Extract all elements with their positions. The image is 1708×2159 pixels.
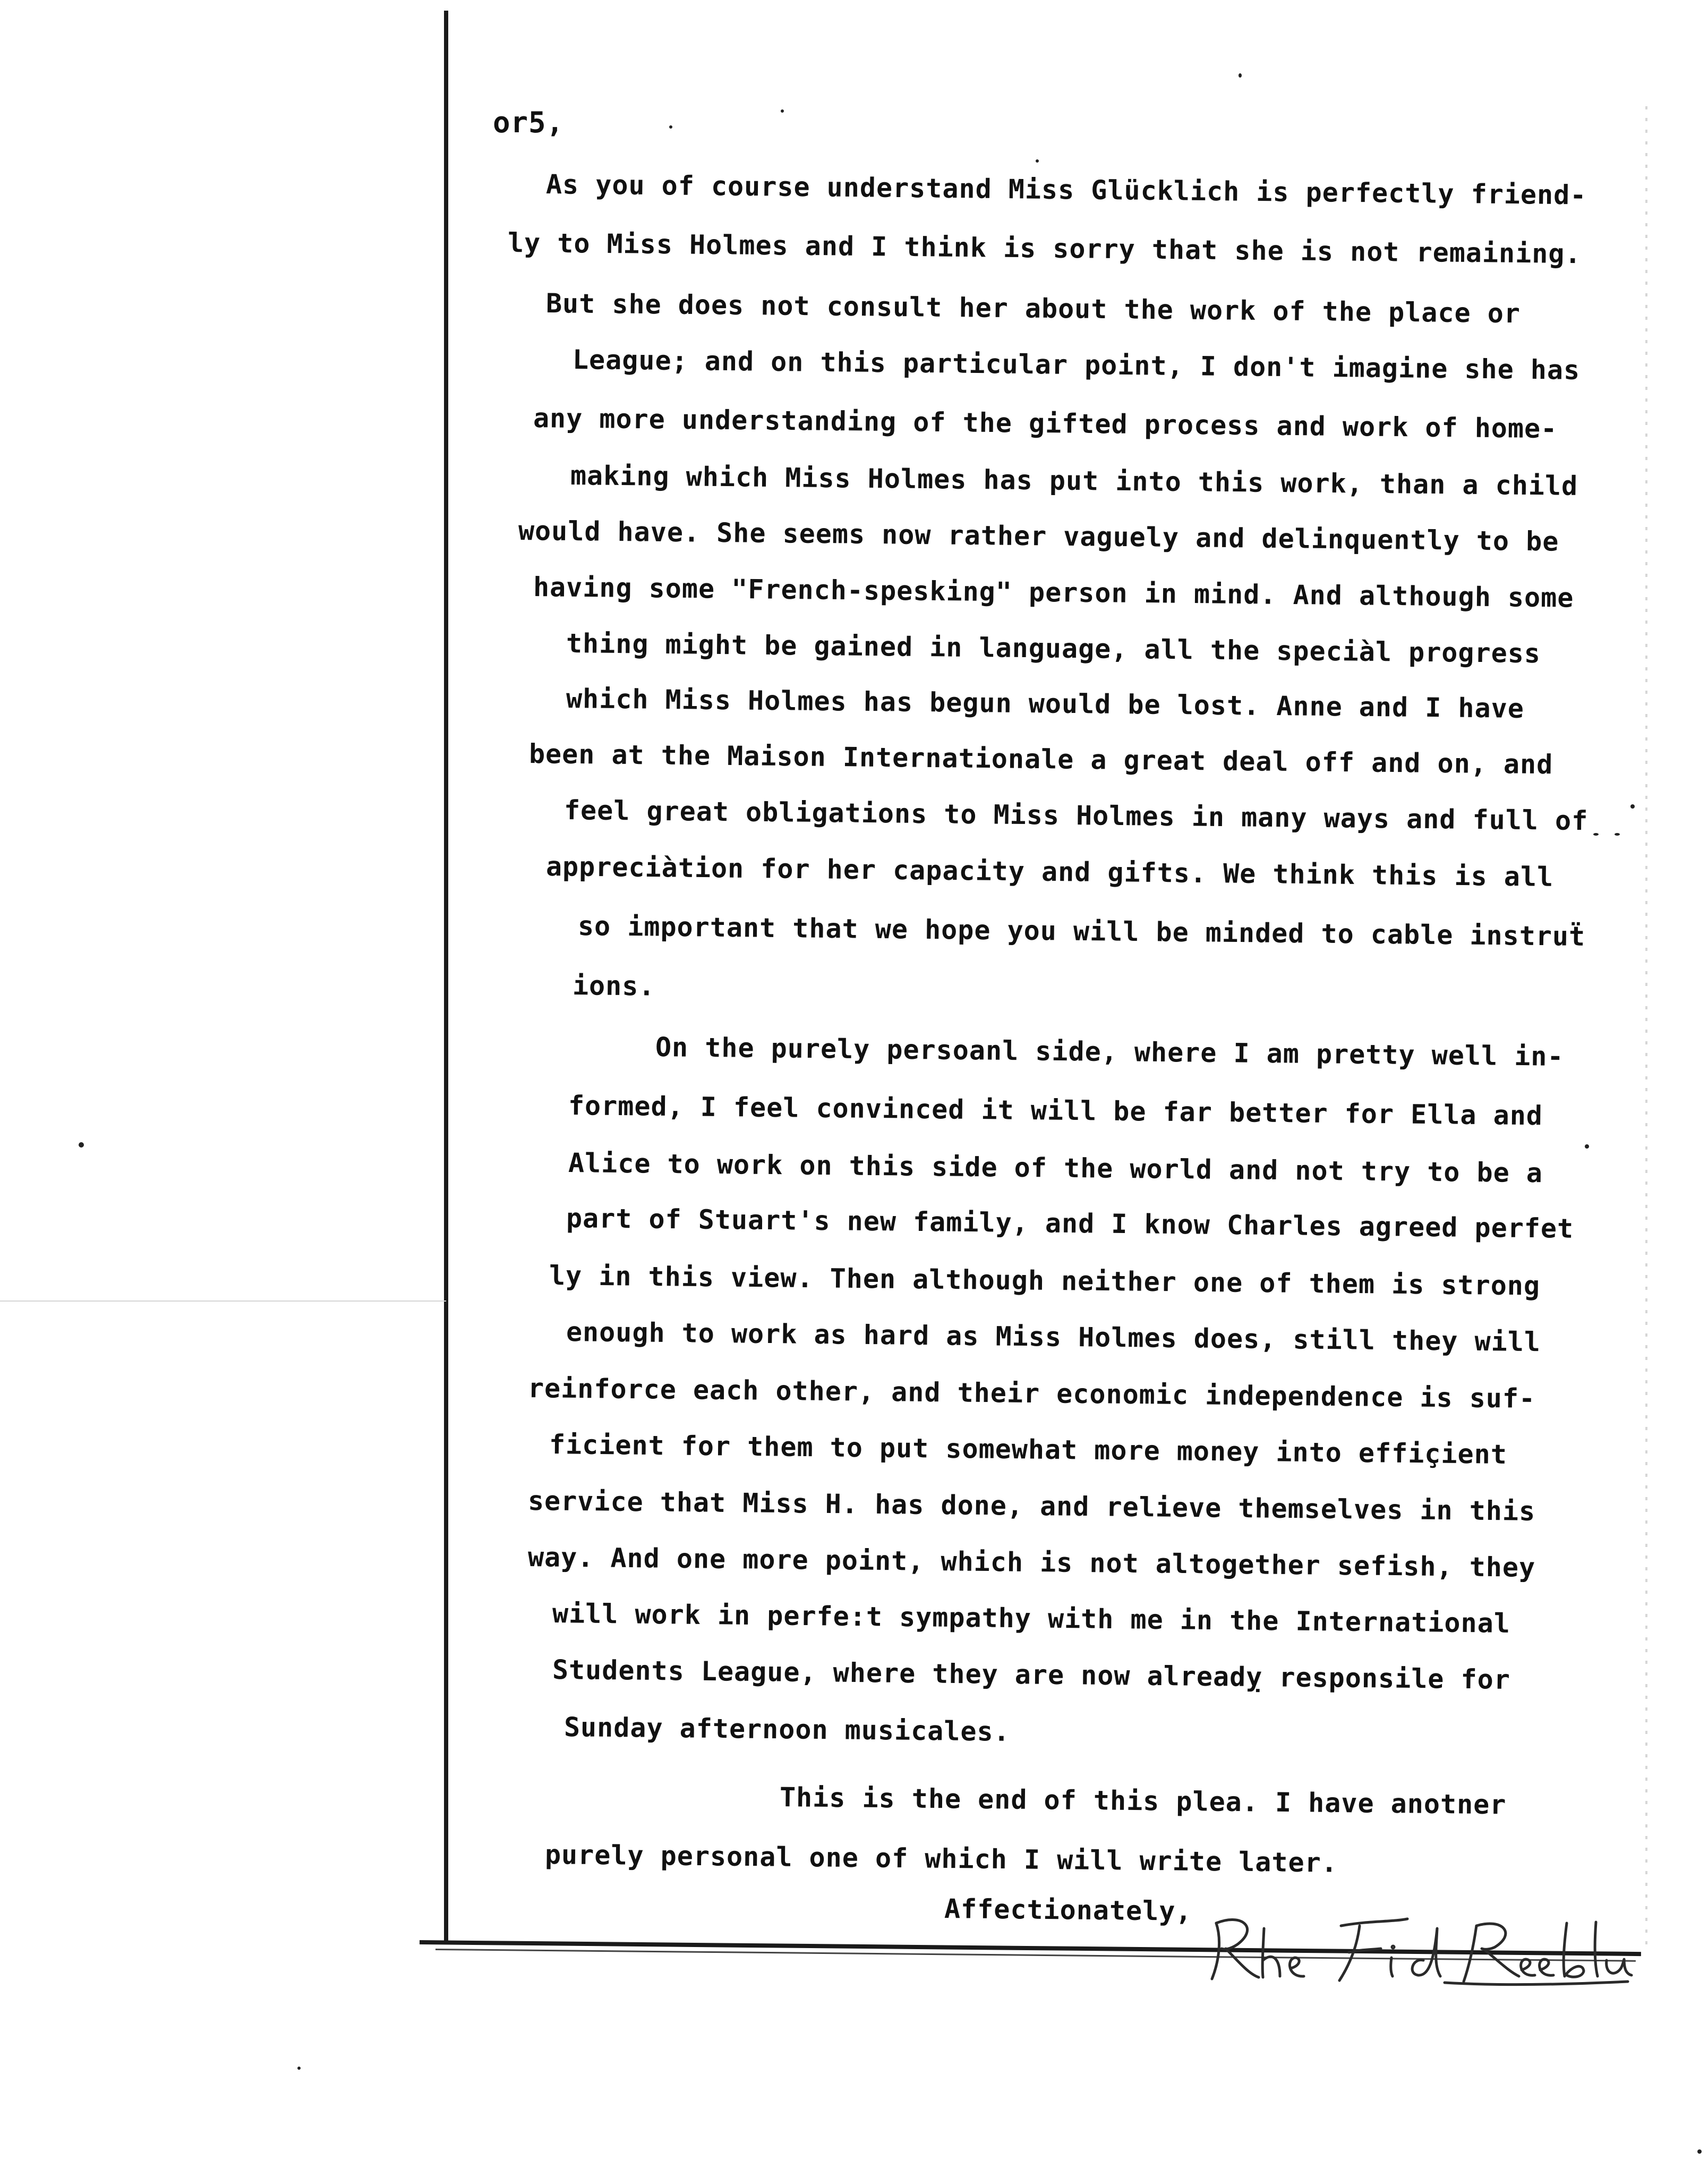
body-line: Students League, where they are now alreadỵ responsile for	[552, 1654, 1511, 1695]
body-line: League; and on this particular point, I don't imagine she has	[572, 344, 1581, 386]
body-line: having some "French-spesking" person in mind. And although some	[533, 572, 1574, 614]
body-line: ions.	[572, 970, 655, 1002]
scan-speck	[1585, 1144, 1589, 1149]
body-line: Alice to work on this side of the world and not try to be a	[568, 1148, 1543, 1189]
scan-speck	[781, 109, 784, 113]
closing: Affectionately,	[944, 1893, 1192, 1927]
page-marker: or5,	[493, 106, 565, 139]
scan-speck	[1697, 2149, 1702, 2154]
body-line: On the purely persoanl side, where I am pretty well in-	[655, 1032, 1564, 1072]
scan-speck	[79, 1142, 84, 1148]
body-line: Sunday afternoon musicales.	[563, 1712, 1011, 1747]
body-line: way. And one more point, which is not altogether sefish, they	[527, 1542, 1536, 1583]
scan-speck	[1239, 73, 1242, 78]
sheet-right-edge	[1645, 106, 1647, 1944]
body-line: ly in this view. Then although neither one of them is strong	[549, 1260, 1541, 1302]
handwritten-signature	[1200, 1907, 1636, 1987]
body-line: service that Miss H. has done, and relieve themselves in this	[527, 1485, 1536, 1527]
sheet-left-edge	[444, 11, 448, 1944]
body-line: would have. She seems now rather vaguely and delinquently to be	[518, 515, 1559, 557]
body-line: any more understanding of the gifted process and work of home-	[533, 403, 1558, 445]
body-line: But she does not consult her about the work of the place or	[545, 288, 1521, 329]
scan-speck	[1630, 804, 1635, 809]
body-line: so important that we hope you will be minded to cable instruẗ	[577, 911, 1586, 952]
scan-speck	[297, 2067, 301, 2070]
body-line: making which Miss Holmes has put into this work, than a child	[570, 460, 1578, 502]
body-line: appreciàtion for her capacity and gifts. We think this is all	[545, 851, 1554, 892]
fold-line	[0, 1300, 446, 1302]
body-line: which Miss Holmes has begun would be lost. Anne and I have	[566, 683, 1525, 724]
body-line: ficient for them to put somewhat more money into effiçient	[549, 1429, 1508, 1470]
body-line: As you of course understand Miss Glücklich is perfectly friend-	[545, 169, 1587, 211]
scan-speck	[1036, 159, 1039, 163]
body-line: ly to Miss Holmes and I think is sorry that she is not remaining.	[507, 227, 1582, 270]
body-line: enough to work as hard as Miss Holmes does, still they will	[566, 1316, 1541, 1358]
body-line: thing might be gained in language, all the speciàl progress	[566, 628, 1541, 669]
body-line: reinforce each other, and their economic independence is suf-	[527, 1373, 1536, 1414]
scan-speck	[1615, 833, 1620, 836]
body-line: been at the Maison Internationale a great deal off and on, and	[528, 738, 1553, 780]
body-line: feel great obligations to Miss Holmes in many ways and full of	[563, 795, 1589, 837]
body-line: formed, I feel convinced it will be far better for Ella and	[568, 1090, 1543, 1132]
body-line: part of Stuart's new family, and I know Charles agreed perfet	[566, 1203, 1574, 1244]
body-line: will work in perfe:t sympathy with me in the International	[552, 1598, 1511, 1639]
body-line: This is the end of this plea. I have anotner	[779, 1782, 1507, 1821]
scan-speck	[1593, 833, 1599, 836]
scan-speck	[669, 125, 672, 129]
body-line: purely personal one of which I will write later.	[544, 1839, 1338, 1878]
